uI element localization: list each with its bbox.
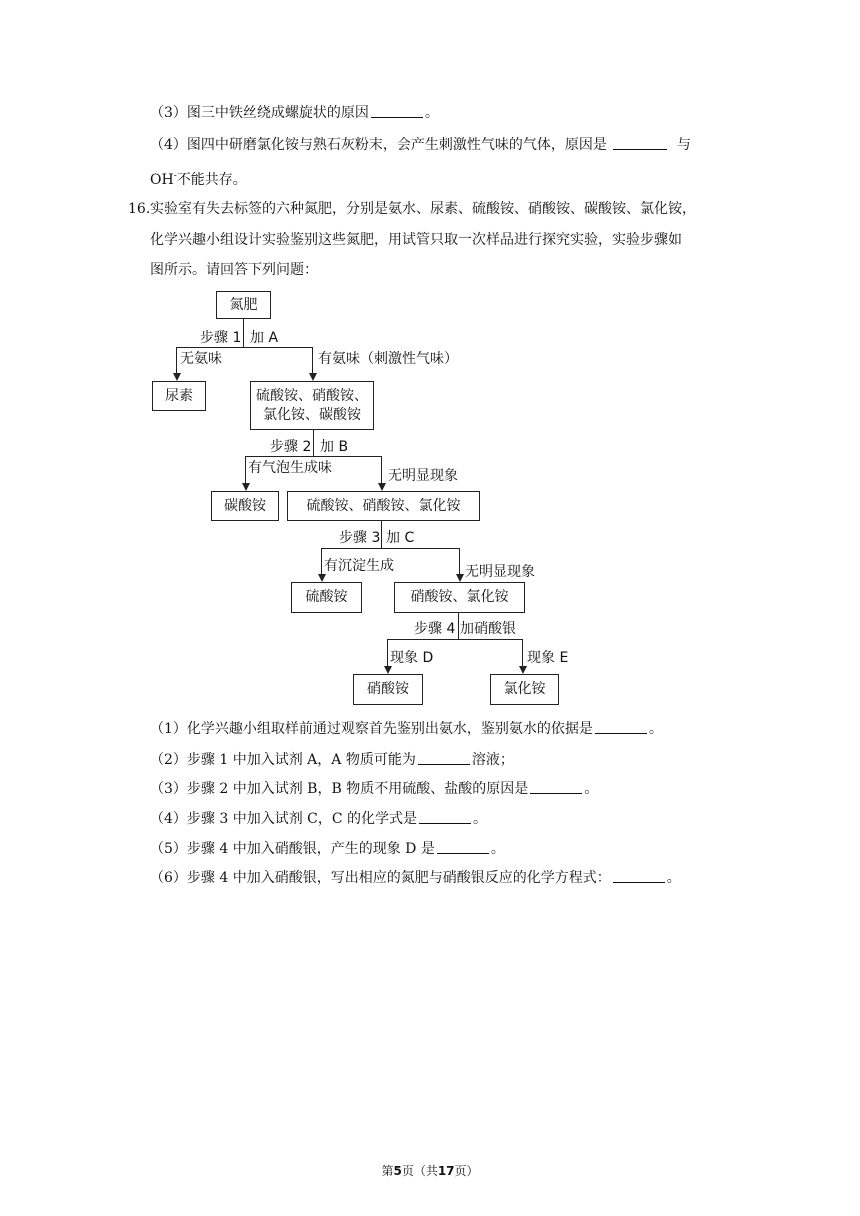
answer-blank (437, 839, 489, 854)
q16-number: 16. (128, 201, 151, 217)
connector (243, 319, 244, 348)
q16-stem-line3: 图所示。请回答下列问题： (150, 262, 318, 278)
phenomenon-e-label: 现象 E (527, 650, 569, 666)
box-group3: 硝酸铵、氯化铵 (394, 582, 525, 613)
connector (381, 456, 382, 483)
box-ammonium-nitrate: 硝酸铵 (353, 674, 423, 705)
connector (522, 639, 523, 666)
connector (176, 347, 177, 373)
box-ammonium-chloride: 氯化铵 (490, 674, 559, 705)
arrow-head (384, 666, 392, 674)
connector (176, 347, 313, 348)
add-c-label: 加 C (386, 530, 415, 546)
sub-question-5: （5）步骤 4 中加入硝酸银，产生的现象 D 是 。 (150, 841, 505, 857)
box-ammonium-sulfate: 硫酸铵 (291, 582, 362, 613)
answer-blank (371, 103, 423, 118)
step1-label: 步骤 1 (200, 330, 242, 346)
connector (459, 548, 460, 574)
connector (321, 548, 322, 574)
connector (387, 639, 388, 666)
box-urea: 尿素 (152, 381, 206, 411)
add-silver-label: 加硝酸银 (460, 621, 516, 637)
add-a-label: 加 A (250, 330, 279, 346)
no-ammonia-label: 无氨味 (180, 351, 222, 367)
connector (387, 639, 523, 640)
connector (245, 456, 246, 483)
arrow-head (318, 574, 326, 582)
add-b-label: 加 B (320, 439, 349, 455)
connector (321, 548, 460, 549)
q16-stem-line2: 化学兴趣小组设计实验鉴别这些氮肥，用试管只取一次样品进行探究实验，实验步骤如 (150, 232, 682, 248)
answer-blank (419, 809, 471, 824)
prev-q3-line: （3）图三中铁丝绕成螺旋状的原因 。 (150, 105, 439, 121)
step2-label: 步骤 2 (270, 439, 312, 455)
sub-question-3: （3）步骤 2 中加入试剂 B，B 物质不用硫酸、盐酸的原因是 。 (150, 781, 599, 797)
answer-blank (613, 135, 667, 150)
arrow-head (173, 373, 181, 381)
step3-label: 步骤 3 (339, 530, 381, 546)
connector (245, 456, 382, 457)
arrow-head (456, 574, 464, 582)
arrow-head (242, 483, 250, 491)
connector (312, 347, 313, 373)
no-change-label-1: 无明显现象 (388, 468, 458, 484)
step4-label: 步骤 4 (414, 621, 456, 637)
prev-q4-line: （4）图四中研磨氯化铵与熟石灰粉末，会产生刺激性气味的气体，原因是 与 (150, 137, 691, 153)
arrow-head (519, 666, 527, 674)
box-group1: 硫酸铵、硝酸铵、 氯化铵、碳酸铵 (250, 381, 374, 430)
box-group2: 硫酸铵、硝酸铵、氯化铵 (287, 491, 480, 521)
answer-blank (595, 719, 647, 734)
sub-question-6: （6）步骤 4 中加入硝酸银，写出相应的氮肥与硝酸银反应的化学方程式： 。 (150, 870, 681, 886)
answer-blank (613, 868, 665, 883)
arrow-head (309, 373, 317, 381)
prev-q4-line2: OH-不能共存。 (150, 171, 247, 188)
no-change-label-2: 无明显现象 (465, 564, 535, 580)
box-ammonium-carbonate: 碳酸铵 (211, 491, 279, 521)
connector (313, 430, 314, 457)
precipitate-label: 有沉淀生成 (324, 558, 394, 574)
connector (381, 521, 382, 549)
phenomenon-d-label: 现象 D (390, 650, 434, 666)
page-footer: 第5页（共17页） (381, 1164, 479, 1178)
sub-question-2: （2）步骤 1 中加入试剂 A，A 物质可能为 溶液； (150, 752, 514, 768)
box-root: 氮肥 (216, 291, 271, 319)
answer-blank (418, 750, 470, 765)
has-ammonia-label: 有氨味（刺激性气味） (318, 351, 458, 367)
answer-blank (530, 779, 582, 794)
gas-bubbles-label: 有气泡生成味 (248, 460, 332, 476)
q16-stem-line1: 实验室有失去标签的六种氮肥，分别是氨水、尿素、硫酸铵、硝酸铵、碳酸铵、氯化铵， (150, 201, 696, 217)
sub-question-4: （4）步骤 3 中加入试剂 C，C 的化学式是 。 (150, 811, 488, 827)
arrow-head (378, 483, 386, 491)
sub-question-1: （1）化学兴趣小组取样前通过观察首先鉴别出氨水，鉴别氨水的依据是 。 (150, 721, 663, 737)
